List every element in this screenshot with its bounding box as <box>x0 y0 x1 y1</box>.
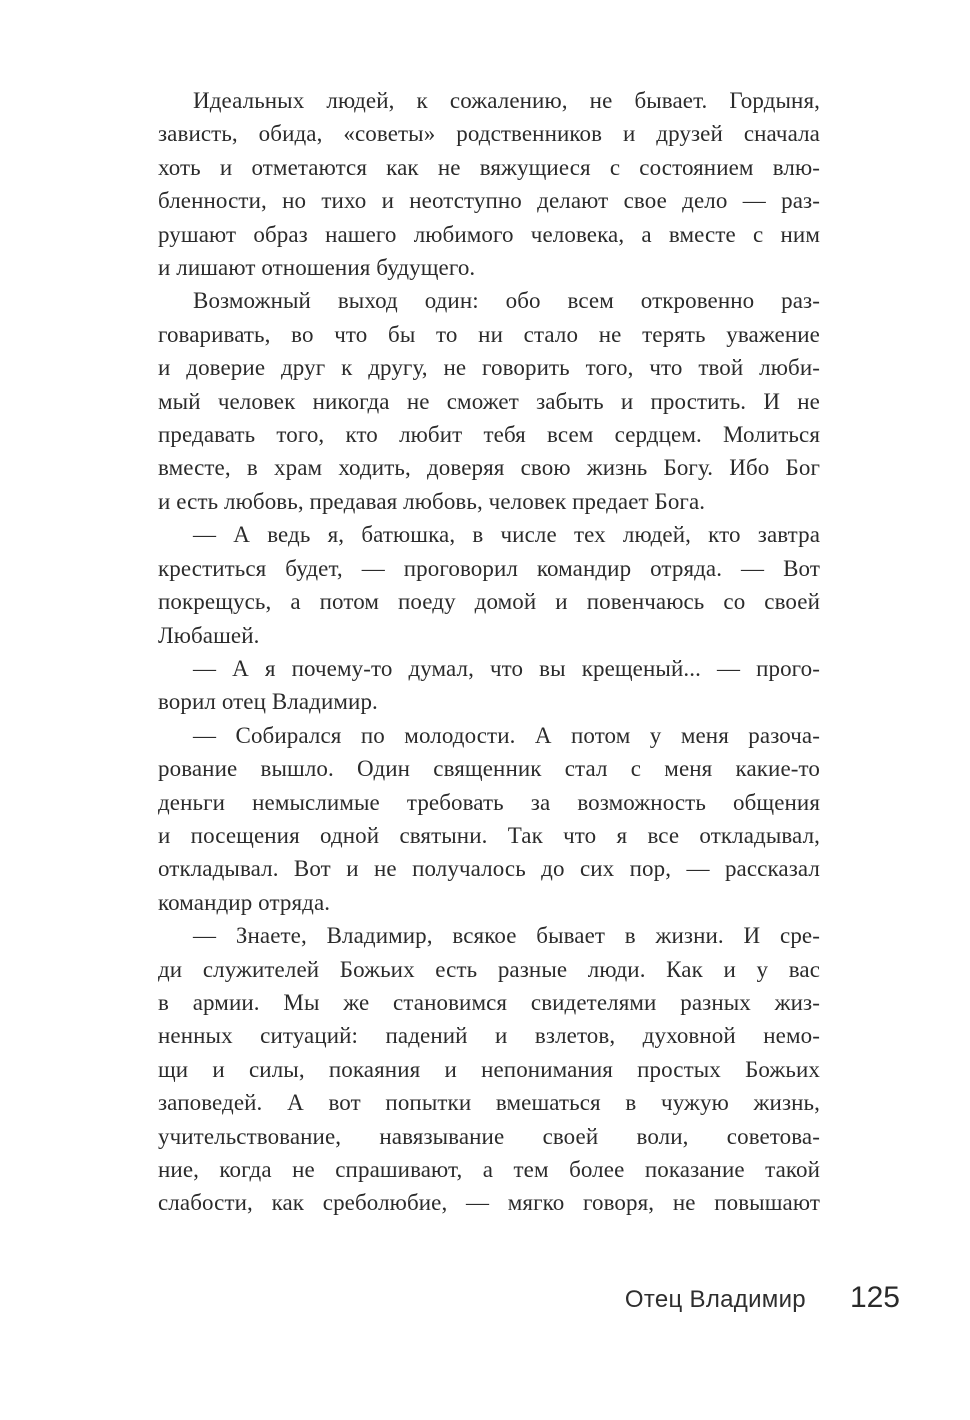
text-line: Возможный выход один: обо всем откровенно раз- <box>193 288 820 314</box>
paragraph <box>158 652 820 719</box>
text-line: зависть, обида, «советы» родственников и друзей сначала <box>158 121 820 147</box>
text-line: Любашей. <box>158 622 260 648</box>
text-line: щи и силы, покаяния и непонимания простых Божьих <box>158 1056 820 1082</box>
text-line: рование вышло. Один священник стал с меня какие-то <box>158 756 820 782</box>
paragraph <box>158 518 820 652</box>
text-line: рушают образ нашего любимого человека, а вместе с ним <box>158 221 820 247</box>
text-line: командир отряда. <box>158 889 331 915</box>
text-line: слабости, как среболюбие, — мягко говоря, не повышают <box>158 1190 820 1216</box>
text-line: — Собирался по молодости. А потом у меня разоча- <box>193 722 820 748</box>
text-line: ние, когда не спрашивают, а тем более показание такой <box>158 1157 820 1182</box>
paragraph <box>158 84 820 284</box>
paragraph <box>158 284 820 518</box>
running-title: Отец Владимир <box>624 1286 806 1313</box>
text-line: хоть и отметаются как не вяжущиеся с состоянием влю- <box>158 154 820 180</box>
text-line: — А ведь я, батюшка, в числе тех людей, кто завтра <box>193 522 820 548</box>
text-line: ненных ситуаций: падений и взлетов, духовной немо- <box>158 1023 820 1049</box>
text-line: и доверие друг к другу, не говорить того, что твой люби- <box>158 355 820 381</box>
text-line: Идеальных людей, к сожалению, не бывает. Гордыня, <box>193 88 820 113</box>
text-line: — Знаете, Владимир, всякое бывает в жизни. И сре- <box>193 923 820 949</box>
text-line: — А я почему-то думал, что вы крещеный... — прого- <box>193 655 820 681</box>
text-line: откладывал. Вот и не получалось до сих пор, — рассказал <box>158 856 820 882</box>
paragraph <box>158 719 820 919</box>
text-line: учительствование, навязывание своей воли, советова- <box>158 1123 820 1149</box>
text-line: заповедей. А вот попытки вмешаться в чужую жизнь, <box>158 1090 820 1116</box>
text-line: вместе, в храм ходить, доверяя свою жизнь Богу. Ибо Бог <box>158 455 820 481</box>
text-line: покрещусь, а потом поеду домой и повенчаюсь со своей <box>158 589 820 615</box>
text-line: бленности, но тихо и неотступно делают свое дело — раз- <box>158 188 820 214</box>
page-number: 125 <box>849 1281 900 1314</box>
text-line: предавать того, кто любит тебя всем сердцем. Молиться <box>158 422 820 448</box>
text-line: и есть любовь, предавая любовь, человек предает Бога. <box>158 488 706 514</box>
text-line: и посещения одной святыни. Так что я все откладывал, <box>158 822 820 848</box>
text-line: деньги немыслимые требовать за возможность общения <box>158 789 820 815</box>
text-line: ворил отец Владимир. <box>158 689 378 715</box>
text-line: мый человек никогда не сможет забыть и простить. И не <box>158 388 820 414</box>
text-line: креститься будет, — проговорил командир отряда. — Вот <box>158 555 820 581</box>
paragraph <box>158 919 820 1220</box>
page-text <box>158 84 820 1220</box>
text-line: говаривать, во что бы то ни стало не терять уважение <box>158 321 820 347</box>
page-footer <box>625 1281 900 1315</box>
text-line: и лишают отношения будущего. <box>158 255 476 281</box>
text-line: ди служителей Божьих есть разные люди. Как и у вас <box>158 956 820 982</box>
text-line: в армии. Мы же становимся свидетелями разных жиз- <box>158 989 820 1015</box>
